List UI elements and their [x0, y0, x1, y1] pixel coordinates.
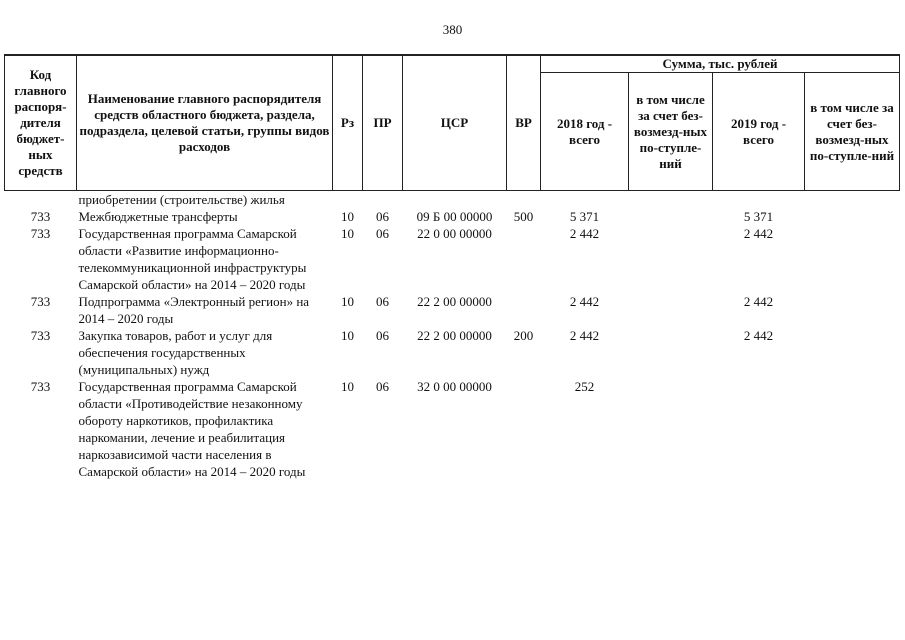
row-sum-2018: 2 442: [569, 226, 600, 241]
table-row: [5, 293, 900, 327]
row-grants-2018: [629, 293, 713, 327]
row-code: 733: [30, 294, 51, 309]
row-pr: [363, 191, 403, 209]
row-code: 733: [30, 379, 51, 394]
row-sum-2019: [713, 191, 805, 209]
header-vr: ВР: [507, 55, 541, 191]
row-pr: 06: [376, 294, 389, 309]
row-rz: 10: [341, 294, 354, 309]
row-rz: 10: [341, 328, 354, 343]
row-csr: 22 2 00 00000: [417, 294, 492, 309]
row-name: Закупка товаров, работ и услуг для обеспечения государственных (муниципальных) нужд: [78, 328, 273, 377]
row-name: Межбюджетные трансферты: [78, 209, 238, 224]
header-sum-group: Сумма, тыс. рублей: [541, 55, 900, 73]
page-number: 380: [442, 22, 463, 37]
row-grants-2019: [805, 225, 900, 293]
row-vr: [507, 191, 541, 209]
row-rz: 10: [341, 209, 354, 224]
row-grants-2018: [629, 327, 713, 378]
table-row: [5, 378, 900, 480]
row-csr: 22 2 00 00000: [417, 328, 492, 343]
row-csr: 32 0 00 00000: [417, 379, 492, 394]
table-row: [5, 191, 900, 209]
row-vr: [507, 378, 541, 480]
header-name: Наименование главного распорядителя средств областного бюджета, раздела, подраздела, целевой статьи, группы видов расходов: [77, 55, 333, 191]
row-pr: 06: [376, 379, 389, 394]
row-grants-2019: [805, 293, 900, 327]
header-code: Код главного распоря-дителя бюджет-ных средств: [5, 55, 77, 191]
header-2018-total: 2018 год - всего: [541, 73, 629, 191]
row-sum-2019: 5 371: [743, 209, 774, 224]
row-vr: [507, 293, 541, 327]
row-name: Государственная программа Самарской области «Противодействие незаконному обороту наркотиков, профилактика наркомании, лечение и реабилитация наркозависимой части населения в Самарской области» на 2014 – 2020 годы: [78, 379, 306, 479]
row-sum-2018: 2 442: [569, 294, 600, 309]
row-name: Государственная программа Самарской области «Развитие информационно-телекоммуникационной инфраструктуры Самарской области» на 2014 – 2020 годы: [78, 226, 307, 292]
row-sum-2019: 2 442: [743, 226, 774, 241]
row-grants-2019: [805, 208, 900, 225]
row-code: 733: [30, 328, 51, 343]
row-grants-2019: [805, 191, 900, 209]
table-row: [5, 225, 900, 293]
row-sum-2018: 2 442: [569, 328, 600, 343]
row-sum-2018: 252: [574, 379, 595, 394]
row-sum-2019: 2 442: [743, 328, 774, 343]
header-rz: Рз: [333, 55, 363, 191]
row-pr: 06: [376, 226, 389, 241]
row-sum-2018: [541, 191, 629, 209]
header-csr: ЦСР: [403, 55, 507, 191]
header-2019-total: 2019 год - всего: [713, 73, 805, 191]
header-pr: ПР: [363, 55, 403, 191]
row-grants-2018: [629, 208, 713, 225]
row-pr: 06: [376, 209, 389, 224]
row-csr: 22 0 00 00000: [417, 226, 492, 241]
row-name: приобретении (строительстве) жилья: [78, 192, 285, 207]
row-rz: 10: [341, 226, 354, 241]
table-body: [5, 191, 900, 481]
row-grants-2018: [629, 378, 713, 480]
row-grants-2018: [629, 191, 713, 209]
table-row: [5, 208, 900, 225]
row-code: 733: [30, 209, 51, 224]
row-rz: [333, 191, 363, 209]
table-row: [5, 327, 900, 378]
row-pr: 06: [376, 328, 389, 343]
row-grants-2018: [629, 225, 713, 293]
row-name: Подпрограмма «Электронный регион» на 2014 – 2020 годы: [78, 294, 310, 326]
row-code: [5, 191, 77, 209]
row-csr: 09 Б 00 00000: [416, 209, 493, 224]
row-csr: [403, 191, 507, 209]
row-code: 733: [30, 226, 51, 241]
header-2018-grants: в том числе за счет без-возмезд-ных по-ступле-ний: [629, 73, 713, 191]
row-sum-2019: [713, 378, 805, 480]
row-grants-2019: [805, 327, 900, 378]
row-vr: 500: [513, 209, 534, 224]
row-sum-2018: 5 371: [569, 209, 600, 224]
row-sum-2019: 2 442: [743, 294, 774, 309]
row-grants-2019: [805, 378, 900, 480]
table-header: [5, 55, 900, 191]
row-rz: 10: [341, 379, 354, 394]
row-vr: 200: [513, 328, 534, 343]
header-2019-grants: в том числе за счет без-возмезд-ных по-ступле-ний: [805, 73, 900, 191]
row-vr: [507, 225, 541, 293]
budget-table: [4, 54, 900, 480]
